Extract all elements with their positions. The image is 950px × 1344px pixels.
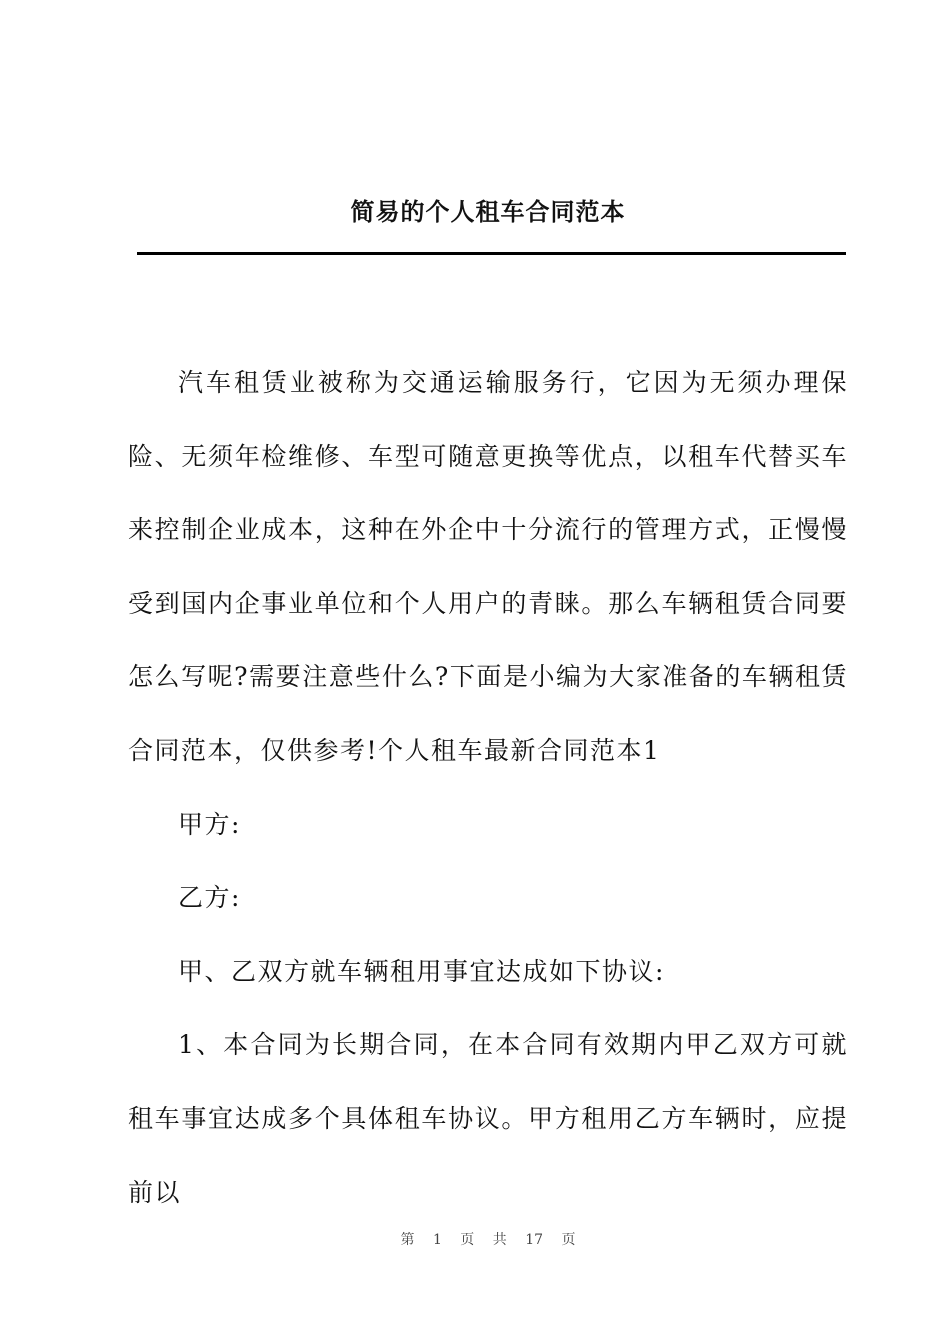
page-footer: 第 1 页 共 17 页 (400, 1232, 576, 1248)
document-body (128, 346, 848, 1229)
paragraph-party-b: 乙方: (178, 883, 241, 913)
paragraph-agreement-intro: 甲、乙双方就车辆租用事宜达成如下协议: (178, 956, 665, 986)
paragraph-clause-1: 1、本合同为长期合同，在本合同有效期内甲乙双方可就租车事宜达成多个具体租车协议。甲方租用乙方车辆时，应提前以 (128, 1030, 848, 1207)
paragraph-intro: 汽车租赁业被称为交通运输服务行，它因为无须办理保险、无须年检维修、车型可随意更换等优点，以租车代替买车来控制企业成本，这种在外企中十分流行的管理方式，正慢慢受到国内企事业单位和个人用户的青睐。那么车辆租赁合同要怎么写呢?需要注意些什么?下面是小编为大家准备的车辆租赁合同范本，仅供参考!个人租车最新合同范本1 (128, 368, 848, 765)
title-underline (137, 252, 846, 255)
document-title: 简易的个人租车合同范本 (350, 197, 626, 226)
paragraph-party-a: 甲方: (178, 809, 241, 839)
